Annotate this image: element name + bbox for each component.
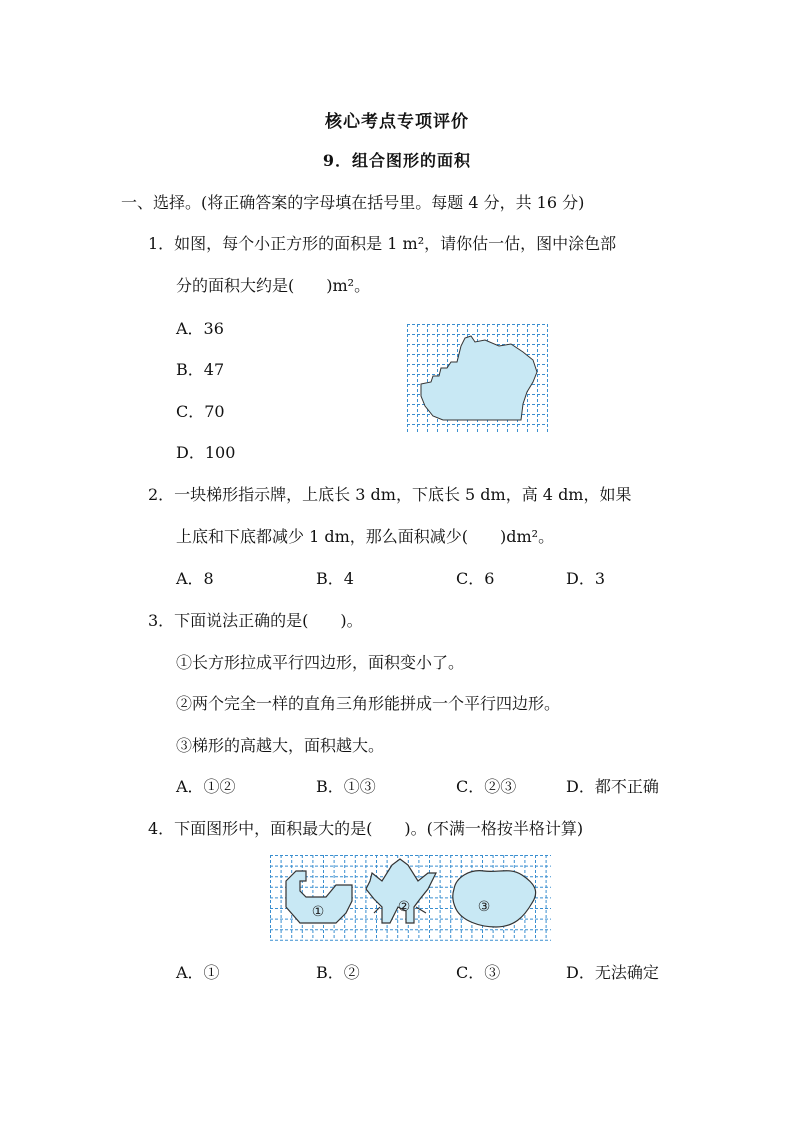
q4-label-3: ③ [477, 899, 491, 915]
q4-grid-figure [270, 855, 552, 941]
q3-option-d[interactable]: D．都不正确 [566, 777, 659, 796]
q3-statement-3: ③梯形的高越大，面积越大。 [176, 736, 385, 755]
q3-option-c[interactable]: C．②③ [456, 777, 517, 796]
q3-text-line1: 3．下面说法正确的是( )。 [148, 611, 363, 630]
q3-option-b[interactable]: B．①③ [316, 777, 376, 796]
q4-option-c[interactable]: C．③ [456, 963, 501, 982]
q4-shape-3 [453, 871, 536, 927]
q3-statement-2: ②两个完全一样的直角三角形能拼成一个平行四边形。 [176, 694, 561, 713]
q2-option-c[interactable]: C．6 [456, 569, 495, 588]
q4-text-line1: 4．下面图形中，面积最大的是( )。(不满一格按半格计算) [148, 819, 584, 838]
q1-option-a[interactable]: A．36 [176, 319, 224, 338]
q1-shaded-shape [421, 336, 537, 420]
q4-option-d[interactable]: D．无法确定 [566, 963, 659, 982]
page-subtitle: 9．组合图形的面积 [322, 151, 472, 170]
q1-text-line1: 1．如图，每个小正方形的面积是 1 m²，请你估一估，图中涂色部 [148, 234, 617, 253]
q4-label-1: ① [311, 904, 325, 920]
q3-option-a[interactable]: A．①② [176, 777, 236, 796]
q1-option-c[interactable]: C．70 [176, 402, 225, 421]
q2-option-a[interactable]: A．8 [176, 569, 214, 588]
q3-statement-1: ①长方形拉成平行四边形，面积变小了。 [176, 653, 465, 672]
q1-option-b[interactable]: B．47 [176, 360, 225, 379]
q4-option-a[interactable]: A．① [176, 963, 220, 982]
q1-grid-figure [407, 324, 548, 434]
q4-option-b[interactable]: B．② [316, 963, 360, 982]
page-title: 核心考点专项评价 [325, 112, 469, 132]
q2-text-line1: 2．一块梯形指示牌，上底长 3 dm，下底长 5 dm，高 4 dm，如果 [148, 485, 632, 504]
q2-option-d[interactable]: D．3 [566, 569, 606, 588]
q2-option-b[interactable]: B．4 [316, 569, 354, 588]
q2-text-line2: 上底和下底都减少 1 dm，那么面积减少( )dm²。 [176, 527, 555, 546]
q4-label-2: ② [397, 899, 411, 915]
q1-text-line2: 分的面积大约是( )m²。 [176, 276, 371, 295]
section-heading: 一、选择。(将正确答案的字母填在括号里。每题 4 分，共 16 分) [121, 193, 585, 212]
q1-option-d[interactable]: D．100 [176, 443, 236, 462]
